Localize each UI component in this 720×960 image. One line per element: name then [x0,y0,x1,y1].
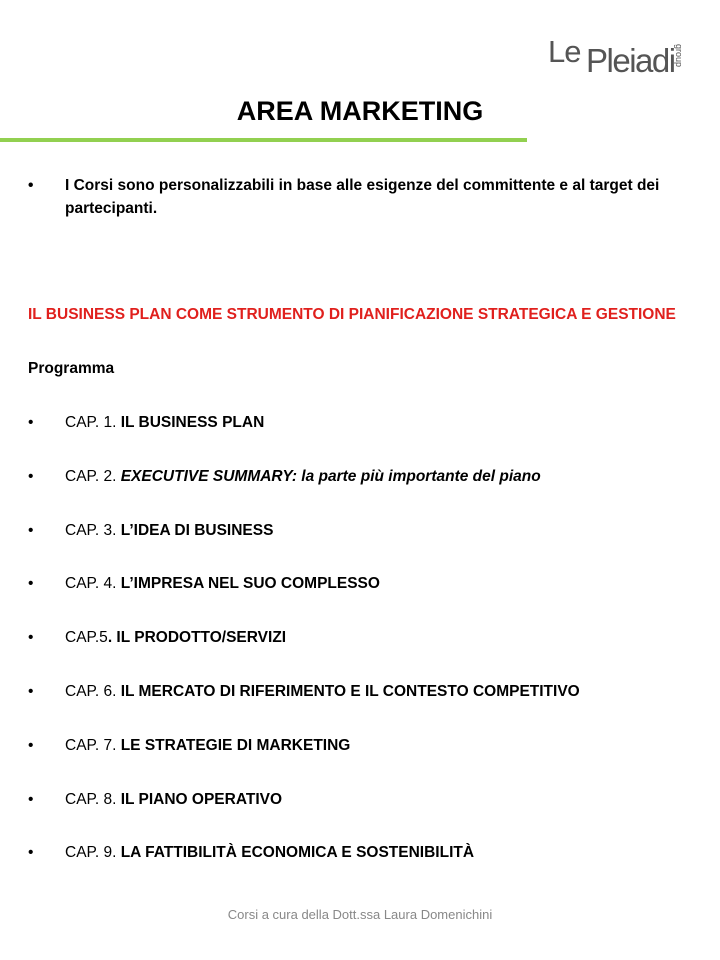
bullet-icon: • [28,414,34,431]
chapter-number: CAP. 3. [65,522,121,539]
chapter-number: CAP. 6. [65,683,121,700]
bullet-icon: • [28,791,34,808]
bullet-icon: • [28,468,34,485]
chapter-number: CAP.5 [65,629,108,646]
chapter-number: CAP. 9. [65,844,121,861]
chapter-label [65,683,580,701]
bullet-icon: • [28,522,34,539]
le-pleiadi-logo [548,34,698,79]
intro-text: I Corsi sono personalizzabili in base alle esigenze del committente e al target dei partecipanti. [65,177,660,217]
chapter-number: CAP. 1. [65,414,121,431]
chapter-title: LE STRATEGIE DI MARKETING [120,737,351,754]
chapter-title: L’IDEA DI BUSINESS [120,522,274,539]
chapter-subtitle: : la parte più importante del piano [291,468,541,485]
bullet-icon: • [28,629,34,646]
chapter-number: CAP. 8. [65,791,121,808]
chapter-label [65,575,380,593]
logo-group-text: group [674,44,684,68]
chapter-number: CAP. 2. [65,468,121,485]
chapter-label [65,737,350,755]
logo-pleiadi-text: Pleiadi [586,42,675,79]
logo-le-text: Le [548,34,581,69]
chapter-title: LA FATTIBILITÀ ECONOMICA E SOSTENIBILITÀ [120,844,475,861]
chapter-number: CAP. 4. [65,575,121,592]
chapter-title: L’IMPRESA NEL SUO COMPLESSO [120,575,380,592]
chapter-label [65,414,264,432]
chapter-label [65,791,282,809]
chapter-title: IL BUSINESS PLAN [120,414,265,431]
bullet-icon: • [28,683,34,700]
chapter-label [65,844,474,862]
program-label: Programma [28,360,115,377]
footer-credit: Corsi a cura della Dott.ssa Laura Domenichini [227,907,493,922]
chapter-label [65,522,273,540]
course-heading: IL BUSINESS PLAN COME STRUMENTO DI PIANIFICAZIONE STRATEGICA E GESTIONE [28,306,676,323]
chapter-number: CAP. 7. [65,737,121,754]
title-underline-divider [0,138,527,142]
chapter-title: IL MERCATO DI RIFERIMENTO E IL CONTESTO COMPETITIVO [120,683,580,700]
chapter-label [65,468,541,486]
chapter-title: EXECUTIVE SUMMARY [120,468,292,485]
chapter-title: IL PIANO OPERATIVO [120,791,283,808]
bullet-icon: • [28,844,34,861]
chapter-title: . IL PRODOTTO/SERVIZI [107,629,287,646]
bullet-icon: • [28,177,34,194]
page-title: AREA MARKETING [236,96,484,126]
intro-bullet-item [28,174,708,220]
bullet-icon: • [28,575,34,592]
chapter-label [65,629,286,647]
bullet-icon: • [28,737,34,754]
